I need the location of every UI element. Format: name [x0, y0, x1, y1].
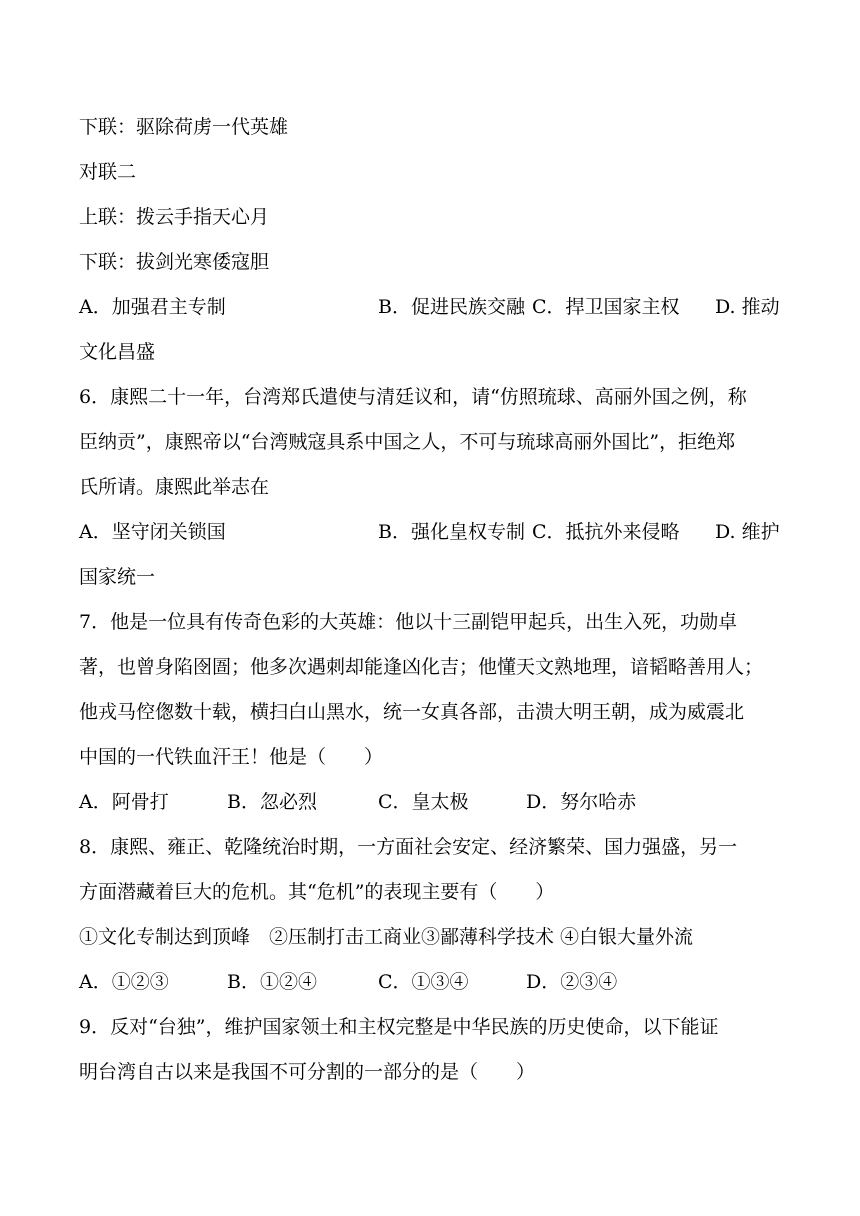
q7-text-line: 中国的一代铁血汗王！他是（ ） — [79, 746, 384, 768]
q5-option-c: C．捍卫国家主权 — [532, 296, 680, 318]
q8-items-line: ①文化专制达到顶峰 ②压制打击工商业③鄙薄科学技术 ④白银大量外流 — [79, 926, 694, 948]
q6-text-line: 氏所请。康熙此举志在 — [79, 476, 270, 498]
q6-option-b: B．强化皇权专制 — [378, 521, 525, 543]
q7-option-c: C．皇太极 — [378, 791, 469, 813]
q7-option-a: A．阿骨打 — [79, 791, 169, 813]
q7-option-b: B．忽必烈 — [227, 791, 317, 813]
q6-option-d-continued: 国家统一 — [79, 566, 156, 588]
q8-option-c: C．①③④ — [378, 971, 469, 993]
q5-options-row — [79, 292, 789, 322]
q9-text-line: 9．反对“台独”，维护国家领土和主权完整是中华民族的历史使命，以下能证 — [79, 1016, 719, 1038]
couplet-line: 上联：拨云手指天心月 — [79, 206, 270, 228]
q6-option-c: C．抵抗外来侵略 — [532, 521, 680, 543]
q8-option-a: A．①②③ — [79, 971, 169, 993]
q5-option-b: B．促进民族交融 — [378, 296, 525, 318]
q5-option-d: D. 推动 — [715, 296, 780, 318]
q7-options-row — [79, 787, 789, 817]
q7-text-line: 著，也曾身陷囹圄；他多次遇刺却能逢凶化吉；他懂天文熟地理，谙韬略善用人； — [79, 656, 764, 678]
q6-option-d: D. 维护 — [715, 521, 780, 543]
q8-options-row — [79, 967, 789, 997]
q6-text-line: 臣纳贡”，康熙帝以“台湾贼寇具系中国之人，不可与琉球高丽外国比”，拒绝郑 — [79, 431, 736, 453]
q7-text-line: 7．他是一位具有传奇色彩的大英雄：他以十三副铠甲起兵，出生入死，功勋卓 — [79, 611, 738, 633]
q8-text-line: 方面潜藏着巨大的危机。其“危机”的表现主要有（ ） — [79, 881, 555, 903]
couplet-heading: 对联二 — [79, 161, 137, 183]
couplet-line: 下联：拔剑光寒倭寇胆 — [79, 251, 270, 273]
q5-option-a: A．加强君主专制 — [79, 296, 226, 318]
couplet-line: 下联：驱除荷虏一代英雄 — [79, 116, 289, 138]
q8-option-b: B．①②④ — [227, 971, 317, 993]
q9-text-line: 明台湾自古以来是我国不可分割的一部分的是（ ） — [79, 1061, 536, 1083]
q7-text-line: 他戎马倥偬数十载，横扫白山黑水，统一女真各部，击溃大明王朝，成为威震北 — [79, 701, 745, 723]
q8-option-d: D．②③④ — [526, 971, 618, 993]
q8-text-line: 8．康熙、雍正、乾隆统治时期，一方面社会安定、经济繁荣、国力强盛，另一 — [79, 836, 738, 858]
q6-option-a: A．坚守闭关锁国 — [79, 521, 226, 543]
q6-text-line: 6．康熙二十一年，台湾郑氏遣使与清廷议和，请“仿照琉球、高丽外国之例，称 — [79, 386, 747, 408]
q6-options-row — [79, 517, 789, 547]
q7-option-d: D．努尔哈赤 — [526, 791, 637, 813]
q5-option-d-continued: 文化昌盛 — [79, 341, 156, 363]
